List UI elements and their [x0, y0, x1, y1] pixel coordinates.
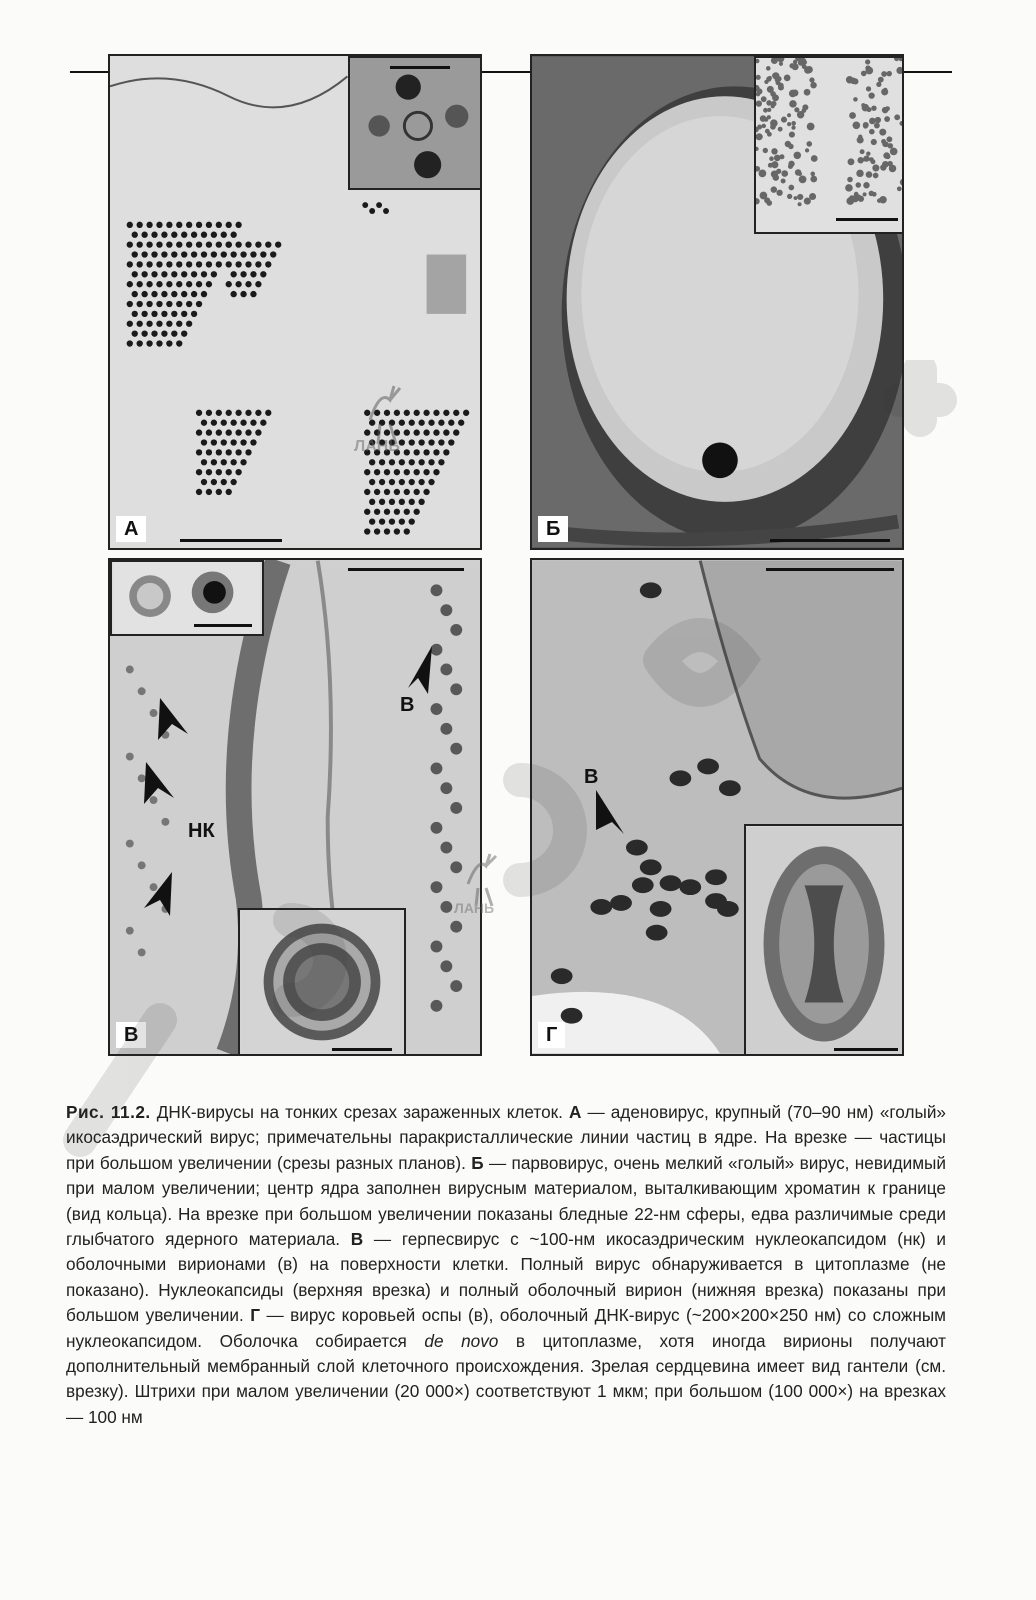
- arrowhead-icon: [136, 758, 176, 808]
- panel-d-inset: [744, 824, 904, 1056]
- arrowhead-icon: [150, 694, 190, 744]
- panel-c-label: В: [116, 1022, 146, 1048]
- panel-d-scale-bar: [766, 568, 894, 571]
- publisher-logo-text: ЛАНЬ: [454, 900, 495, 916]
- publisher-logo: [350, 380, 420, 460]
- panel-b-scale-bar: [770, 539, 890, 542]
- panel-c-top-inset: [110, 560, 264, 636]
- panel-d-inset-scale-bar: [834, 1048, 898, 1051]
- arrowhead-icon: [398, 644, 438, 696]
- caption-text: — вирус коровьей оспы (в), оболочный ДНК-вирус (~200×200×250 нм) со сложным нуклеокапсидом. Оболочка собирается: [66, 1305, 946, 1351]
- caption-letter-c: В: [350, 1229, 364, 1250]
- caption-letter-a: А: [569, 1102, 582, 1122]
- panel-c-scale-bar: [348, 568, 464, 571]
- panel-c-top-inset-scale-bar: [194, 624, 252, 627]
- arrowhead-icon: [590, 786, 630, 838]
- figure-caption: [66, 1100, 946, 1430]
- arrowhead-icon: [138, 868, 178, 918]
- caption-text: — аденовирус, крупный (70–90 нм) «голый» икосаэдрический вирус; примечательны паракристаллические линии частиц в ядре. На врезке — частицы при большом увеличении (срезы разных планов).: [66, 1102, 946, 1173]
- panel-b-inset-scale-bar: [836, 218, 898, 221]
- panel-b-micrograph: [530, 54, 904, 550]
- panel-b-inset: [754, 56, 904, 234]
- caption-text: ДНК-вирусы на тонких срезах зараженных клеток.: [150, 1102, 570, 1122]
- panel-b-label: Б: [538, 516, 568, 542]
- caption-italic-term: de novo: [424, 1330, 499, 1351]
- panel-a-label: А: [116, 516, 146, 542]
- panel-a-inset-scale-bar: [390, 66, 450, 69]
- label-nucleocapsid: НК: [188, 820, 215, 842]
- caption-text: — парвовирус, очень мелкий «голый» вирус, невидимый при малом увеличении; центр ядра заполнен вирусным материалом, выталкивающим хроматин к границе (вид кольца). На врезке при большом увеличении показаны бледные 22-нм сферы, едва различимые среди глыбчатого ядерного материала.: [66, 1152, 946, 1250]
- publisher-logo: [452, 850, 512, 920]
- caption-text: в цитоплазме, хотя иногда вирионы получают дополнительный мембранный слой клеточного происхождения. Зрелая сердцевина имеет вид гантели (см. врезку). Штрихи при малом увеличении (20 000×) соответствуют 1 мкм; при большом (100 000×) на врезках — 100 нм: [66, 1330, 946, 1427]
- caption-letter-d: Г: [250, 1305, 260, 1326]
- panel-c-bottom-inset-scale-bar: [332, 1048, 392, 1051]
- label-virion: В: [584, 766, 599, 788]
- publisher-logo-text: ЛАНЬ: [354, 438, 400, 455]
- panel-a-inset: [348, 56, 482, 190]
- figure-number: Рис. 11.2.: [66, 1102, 151, 1122]
- panel-c-bottom-inset: [238, 908, 406, 1056]
- panel-d-label: Г: [538, 1022, 565, 1048]
- panel-a-micrograph: [108, 54, 482, 550]
- panel-d-micrograph: [530, 558, 904, 1056]
- caption-letter-b: Б: [471, 1152, 484, 1173]
- panel-c-micrograph: [108, 558, 482, 1056]
- label-virion: В: [400, 694, 415, 716]
- panel-a-scale-bar: [180, 539, 282, 542]
- caption-text: — герпесвирус с ~100-нм икосаэдрическим нуклеокапсидом (нк) и оболочными вирионами (в) на поверхности клетки. Полный вирус обнаруживается в цитоплазме (не показано). Нуклеокапсиды (верхняя врезка) и полный оболочный вирион (нижняя врезка) показаны при большом увеличении.: [66, 1229, 946, 1326]
